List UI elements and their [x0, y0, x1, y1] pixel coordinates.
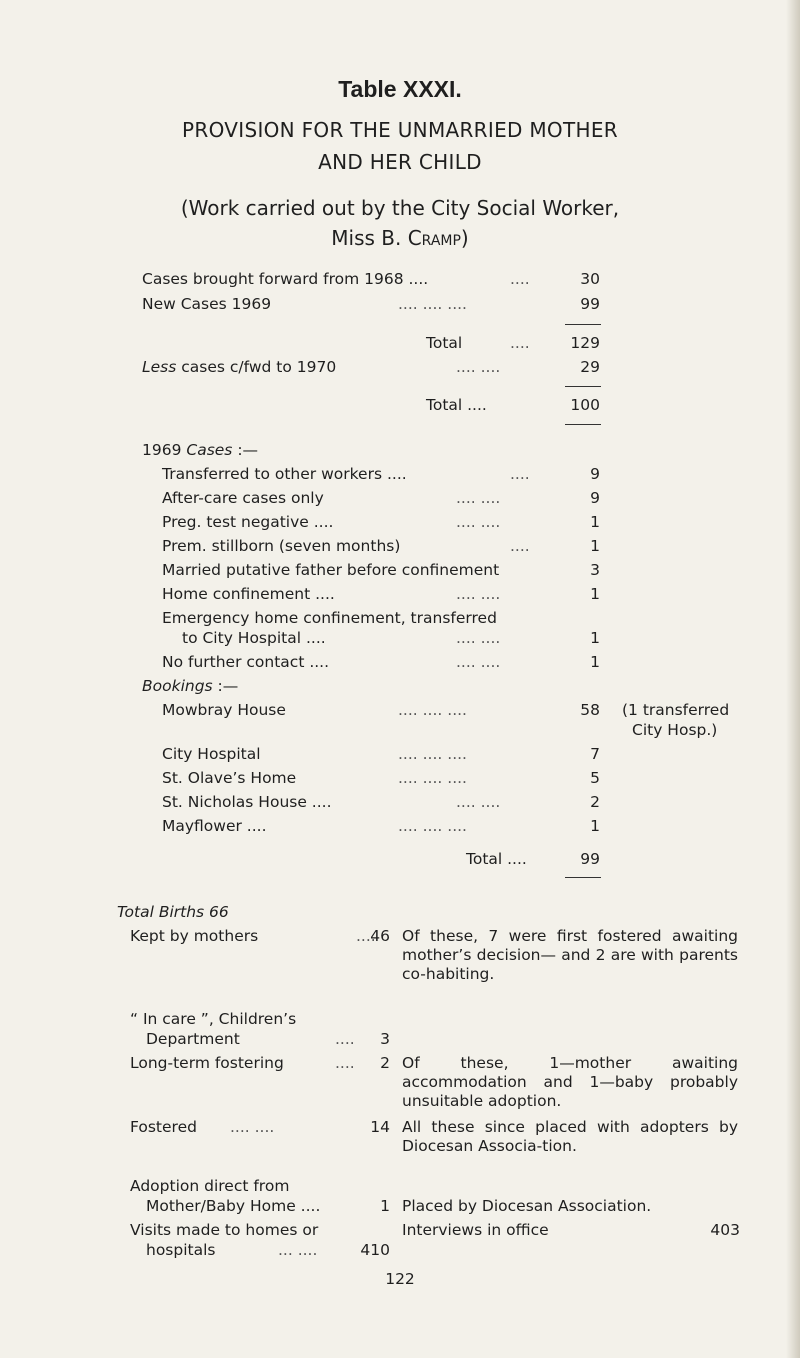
fostered-value: 14	[370, 1118, 390, 1136]
total-2-label: Total ....	[426, 396, 487, 414]
kept-by-mothers-dots: ....	[356, 927, 376, 945]
less-rest: cases c/fwd to 1970	[176, 358, 337, 376]
visits-label-line-1: Visits made to homes or	[130, 1221, 319, 1239]
subheading-prefix: Miss B.	[331, 226, 408, 250]
bookings-total-value: 99	[580, 850, 600, 868]
mowbray-note-line-2: City Hosp.)	[632, 721, 718, 739]
long-term-fostering-value: 2	[380, 1054, 390, 1072]
total-1-label: Total	[426, 334, 463, 352]
case-row-label: Preg. test negative ....	[162, 513, 334, 531]
mowbray-note-line-1: (1 transferred	[622, 701, 730, 719]
case-row-label: Transferred to other workers ....	[162, 465, 407, 483]
adoption-label-line-2: Mother/Baby Home ....	[146, 1197, 321, 1215]
adoption-note: Placed by Diocesan Association.	[402, 1197, 652, 1215]
case-row-label: Home confinement ....	[162, 585, 335, 603]
summary-rule-3	[565, 424, 601, 425]
no-further-contact-dots: .... ....	[456, 653, 501, 671]
booking-row-dots: .... .... ....	[398, 745, 467, 763]
in-care-label-line-2: Department	[146, 1030, 240, 1048]
case-row-dots: .... ....	[456, 489, 501, 507]
heading-line-2: AND HER CHILD	[318, 150, 482, 174]
less-cases-dots: .... ....	[456, 358, 501, 376]
in-care-dots: ....	[335, 1030, 355, 1048]
in-care-label-line-1: “ In care ”, Children’s	[130, 1010, 297, 1028]
page-number: 122	[385, 1270, 415, 1288]
subheading-line-1: (Work carried out by the City Social Worker,	[180, 196, 620, 220]
long-term-fostering-dots: ....	[335, 1054, 355, 1072]
booking-row-label: St. Nicholas House ....	[162, 793, 332, 811]
booking-row-dots: .... .... ....	[398, 817, 467, 835]
case-row-value: 1	[590, 537, 600, 555]
total-1-dots: ....	[510, 334, 530, 352]
case-row-label: Prem. stillborn (seven months)	[162, 537, 401, 555]
fostered-note: All these since placed with adopters by Diocesan Associa-tion.	[402, 1118, 738, 1155]
booking-row-label: Mayflower ....	[162, 817, 267, 835]
cases-year: 1969	[142, 441, 187, 459]
emergency-label-line-1: Emergency home confinement, transferred	[162, 609, 497, 627]
social-worker-name: Cramp)	[407, 226, 469, 250]
new-cases-label: New Cases 1969	[142, 295, 272, 313]
kept-by-mothers-note: Of these, 7 were first fostered awaiting mother’s decision— and 2 are with parents co-habiting.	[402, 927, 738, 983]
no-further-contact-value: 1	[590, 653, 600, 671]
heading-line-1: PROVISION FOR THE UNMARRIED MOTHER	[182, 118, 618, 142]
visits-label-line-2: hospitals	[146, 1241, 216, 1259]
cases-italic: Cases	[186, 441, 233, 459]
case-row-value: 3	[590, 561, 600, 579]
case-row-value: 1	[590, 513, 600, 531]
brought-forward-dots: ....	[510, 270, 530, 288]
bookings-heading	[142, 677, 238, 695]
less-cases-label	[142, 358, 336, 376]
emergency-dots: .... ....	[456, 629, 501, 647]
case-row-value: 9	[590, 465, 600, 483]
booking-row-value: 5	[590, 769, 600, 787]
less-cases-value: 29	[580, 358, 600, 376]
emergency-value: 1	[590, 629, 600, 647]
new-cases-value: 99	[580, 295, 600, 313]
summary-rule-2	[565, 386, 601, 387]
brought-forward-value: 30	[580, 270, 600, 288]
case-row-dots: .... ....	[456, 513, 501, 531]
case-row-dots: .... ....	[456, 585, 501, 603]
booking-row-dots: .... .... ....	[398, 701, 467, 719]
booking-row-value: 1	[590, 817, 600, 835]
booking-row-value: 58	[580, 701, 600, 719]
visits-value: 410	[360, 1241, 390, 1259]
kept-by-mothers-value: 46	[370, 927, 390, 945]
booking-row-value: 2	[590, 793, 600, 811]
booking-row-label: Mowbray House	[162, 701, 286, 719]
bookings-rest: :—	[212, 677, 239, 695]
visits-dots: ... ....	[278, 1241, 318, 1259]
subheading-line-2	[0, 226, 800, 250]
summary-rule-1	[565, 324, 601, 325]
long-term-fostering-label: Long-term fostering	[130, 1054, 284, 1072]
brought-forward-label: Cases brought forward from 1968 ....	[142, 270, 429, 288]
case-row-label: Married putative father before confinement	[162, 561, 500, 579]
booking-row-dots: .... .... ....	[398, 769, 467, 787]
case-row-value: 1	[590, 585, 600, 603]
case-row-value: 9	[590, 489, 600, 507]
bookings-total-label: Total ....	[466, 850, 527, 868]
adoption-label-line-1: Adoption direct from	[130, 1177, 290, 1195]
booking-row-label: City Hospital	[162, 745, 261, 763]
kept-by-mothers-label: Kept by mothers	[130, 927, 259, 945]
bookings-total-rule	[565, 877, 601, 878]
case-row-label: After-care cases only	[162, 489, 324, 507]
long-term-fostering-note: Of these, 1—mother awaiting accommodation and 1—baby probably unsuitable adoption.	[402, 1054, 738, 1110]
in-care-value: 3	[380, 1030, 390, 1048]
cases-rest: :—	[232, 441, 259, 459]
total-1-value: 129	[570, 334, 600, 352]
booking-row-value: 7	[590, 745, 600, 763]
emergency-label-line-2: to City Hospital ....	[182, 629, 326, 647]
interviews-value: 403	[710, 1221, 740, 1239]
adoption-value: 1	[380, 1197, 390, 1215]
cases-1969-heading	[142, 441, 258, 459]
case-row-dots: ....	[510, 537, 530, 555]
total-births-heading: Total Births 66	[117, 903, 229, 921]
fostered-dots: .... ....	[230, 1118, 275, 1136]
fostered-label: Fostered	[130, 1118, 197, 1136]
booking-row-dots: .... ....	[456, 793, 501, 811]
booking-row-label: St. Olave’s Home	[162, 769, 297, 787]
interviews-label: Interviews in office	[402, 1221, 549, 1239]
bookings-italic: Bookings	[142, 677, 213, 695]
total-2-value: 100	[570, 396, 600, 414]
table-number-title: Table XXXI.	[338, 76, 462, 102]
less-italic: Less	[142, 358, 177, 376]
case-row-dots: ....	[510, 465, 530, 483]
new-cases-dots: .... .... ....	[398, 295, 467, 313]
no-further-contact-label: No further contact ....	[162, 653, 330, 671]
